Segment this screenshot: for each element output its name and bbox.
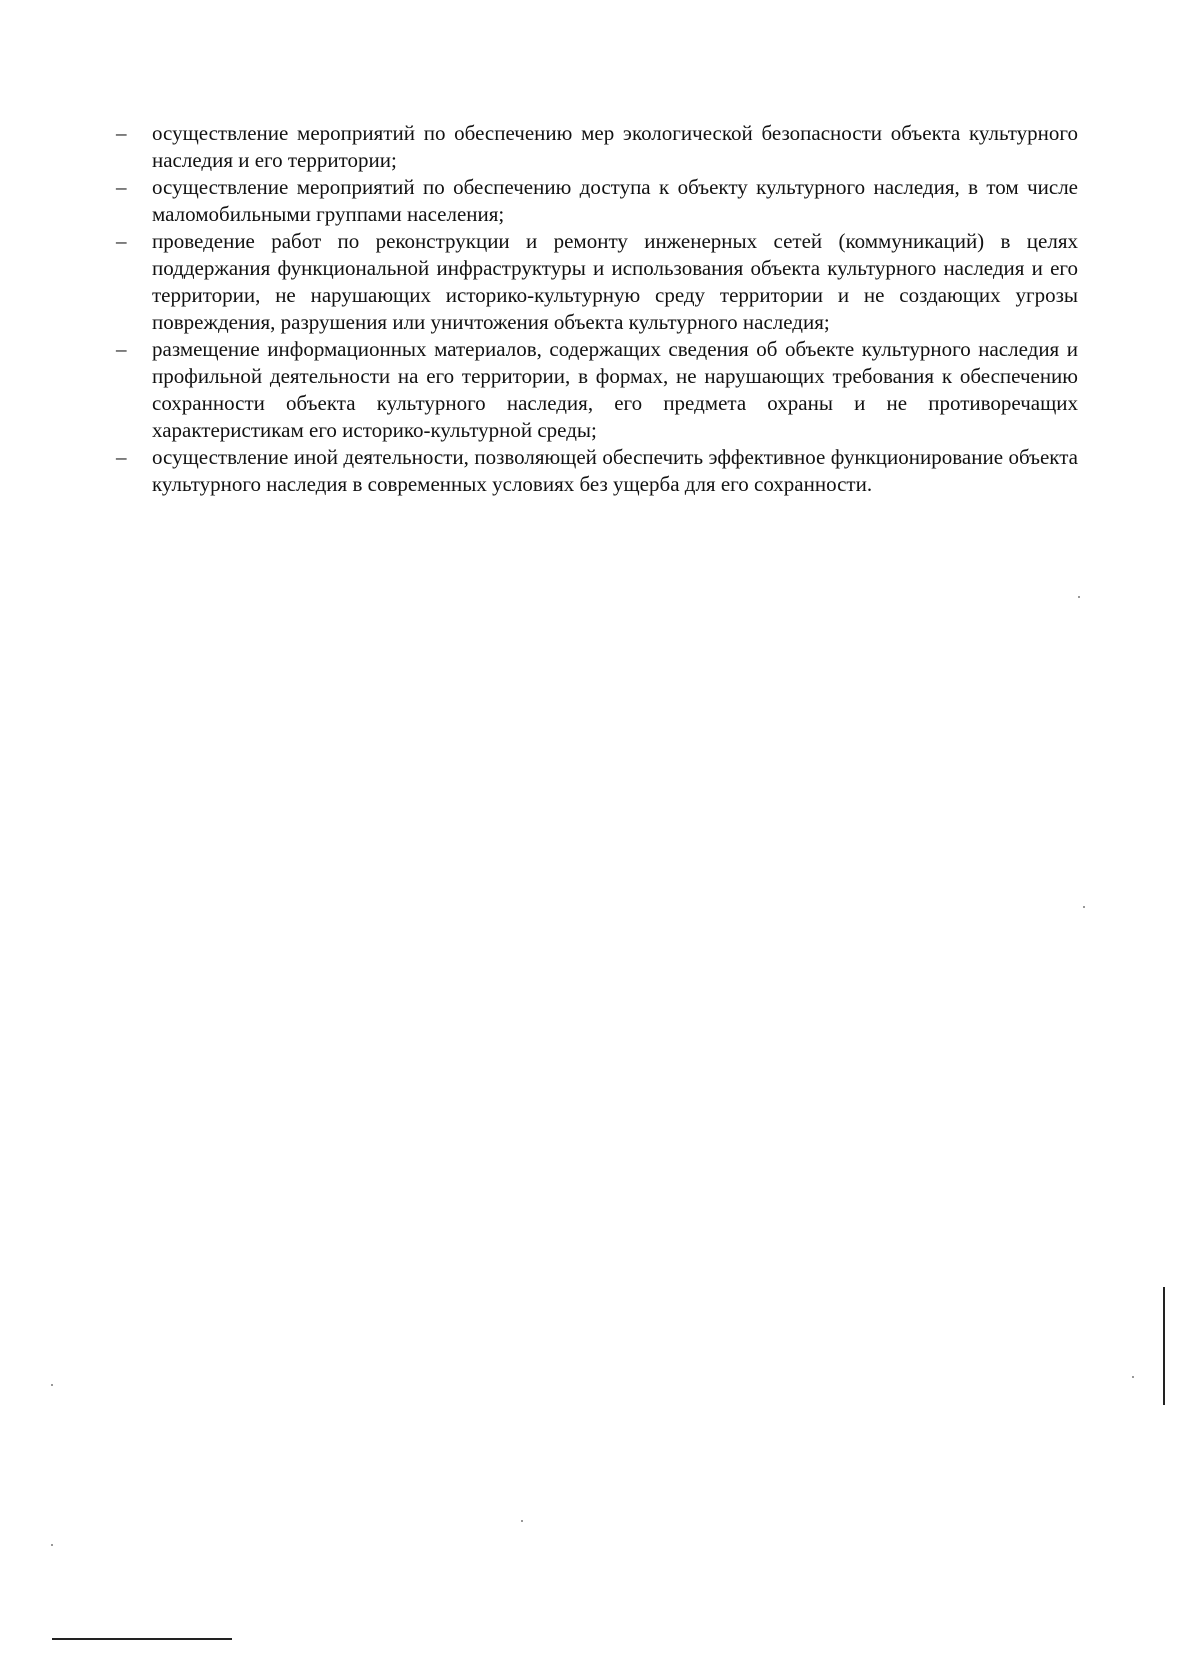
scan-edge-line	[1163, 1287, 1165, 1405]
dash-bullet: –	[116, 121, 127, 145]
dash-bullet: –	[116, 229, 127, 253]
requirements-list	[116, 120, 1078, 498]
dash-bullet: –	[116, 445, 127, 469]
scan-speck	[51, 1544, 53, 1546]
scan-speck	[1078, 596, 1080, 598]
scan-speck	[521, 1520, 523, 1522]
footnote-rule	[52, 1638, 232, 1640]
dash-bullet: –	[116, 337, 127, 361]
list-item-text: проведение работ по реконструкции и ремонту инженерных сетей (коммуникаций) в целях поддержания функциональной инфраструктуры и использования объекта культурного наследия и его территории, не нарушающих историко-культурную среду территории и не создающих угрозы повреждения, разрушения или уничтожения объекта культурного наследия;	[152, 229, 1078, 334]
list-item	[116, 120, 1078, 174]
list-item	[116, 174, 1078, 228]
scan-speck	[51, 1384, 53, 1386]
list-item	[116, 336, 1078, 444]
list-item	[116, 444, 1078, 498]
list-item-text: осуществление иной деятельности, позволяющей обеспечить эффективное функционирование объекта культурного наследия в современных условиях без ущерба для его сохранности.	[152, 445, 1078, 496]
list-item	[116, 228, 1078, 336]
list-item-text: размещение информационных материалов, содержащих сведения об объекте культурного наследия и профильной деятельности на его территории, в формах, не нарушающих требования к обеспечению сохранности объекта культурного наследия, его предмета охраны и не противоречащих характеристикам его историко-культурной среды;	[152, 337, 1078, 442]
dash-bullet: –	[116, 175, 127, 199]
scan-speck	[1132, 1376, 1134, 1378]
list-item-text: осуществление мероприятий по обеспечению мер экологической безопасности объекта культурного наследия и его территории;	[152, 121, 1078, 172]
list-item-text: осуществление мероприятий по обеспечению доступа к объекту культурного наследия, в том числе маломобильными группами населения;	[152, 175, 1078, 226]
scan-speck	[1083, 906, 1085, 908]
